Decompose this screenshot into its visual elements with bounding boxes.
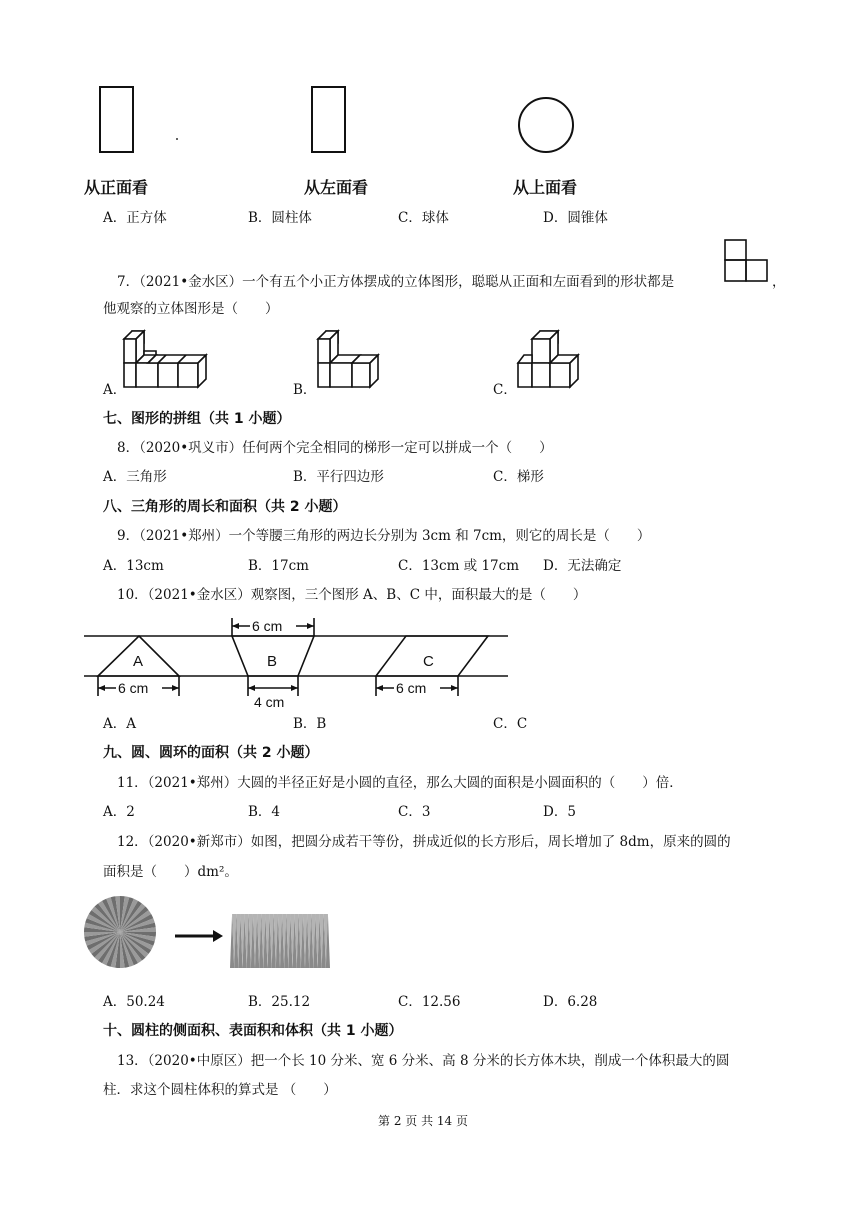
q6-option-d: D．圆锥体 <box>543 210 608 226</box>
dim-a-label: 6 cm <box>118 680 149 696</box>
q9-option-a: A．13cm <box>103 558 164 574</box>
q11-option-d: D．5 <box>543 804 576 820</box>
q12-option-b: B．25.12 <box>248 994 311 1010</box>
q12-text-line1: 12．（2020•新郑市）如图，把圆分成若干等份，拼成近似的长方形后，周长增加了 8dm，原来的圆的 <box>117 834 731 850</box>
q9-option-d: D．无法确定 <box>543 558 622 574</box>
q7-option-c: C． <box>493 382 517 398</box>
q7-text-line1-tail: ， <box>772 274 786 290</box>
q11-option-a: A．2 <box>103 804 135 820</box>
q12-rearranged-rectangle <box>228 912 332 970</box>
q8-option-c: C．梯形 <box>493 469 544 485</box>
q7-view-shape <box>723 238 771 284</box>
q10-option-c: C．C <box>493 716 528 732</box>
view-label-top: 从上面看 <box>513 178 578 197</box>
front-view-figure <box>98 85 138 157</box>
dim-c-label: 6 cm <box>396 680 427 696</box>
q6-option-a: A．正方体 <box>103 210 167 226</box>
view-label-left: 从左面看 <box>304 178 369 197</box>
q6-option-c: C．球体 <box>398 210 449 226</box>
stray-dot <box>175 137 179 141</box>
q7-figure-b <box>312 327 382 395</box>
q12-sector-circle <box>82 894 158 970</box>
dim-b-label: 4 cm <box>254 694 285 710</box>
q13-text-line2: 柱．求这个圆柱体积的算式是 （ ） <box>103 1082 337 1098</box>
q9-text: 9．（2021•郑州）一个等腰三角形的两边长分别为 3cm 和 7cm，则它的周长是（ ） <box>117 528 651 544</box>
q9-option-b: B．17cm <box>248 558 309 574</box>
q11-text: 11．（2021•郑州）大圆的半径正好是小圆的直径，那么大圆的面积是小圆面积的（ ）倍． <box>117 775 683 791</box>
dim-top-label: 6 cm <box>252 618 283 634</box>
q12-option-d: D．6.28 <box>543 994 598 1010</box>
page-footer: 第 2 页 共 14 页 <box>378 1114 468 1128</box>
q12-option-a: A．50.24 <box>103 994 165 1010</box>
q12-option-c: C．12.56 <box>398 994 461 1010</box>
q9-option-c: C．13cm 或 17cm <box>398 558 519 574</box>
view-label-front: 从正面看 <box>84 178 149 197</box>
q7-figure-c <box>512 327 582 395</box>
top-view-figure <box>517 95 577 157</box>
q8-option-b: B．平行四边形 <box>293 469 384 485</box>
q10-option-a: A．A <box>103 716 136 732</box>
q7-text-line2: 他观察的立体图形是（ ） <box>103 301 279 317</box>
q10-figure <box>84 614 514 714</box>
q11-option-b: B．4 <box>248 804 281 820</box>
left-view-figure <box>310 85 350 157</box>
q8-text: 8．（2020•巩义市）任何两个完全相同的梯形一定可以拼成一个（ ） <box>117 440 553 456</box>
q6-option-b: B．圆柱体 <box>248 210 312 226</box>
q7-text-line1: 7．（2021•金水区）一个有五个小正方体摆成的立体图形，聪聪从正面和左面看到的形状都是 <box>117 274 675 290</box>
q7-figure-a <box>118 327 208 395</box>
q10-option-b: B．B <box>293 716 327 732</box>
q7-option-a: A． <box>103 382 127 398</box>
shape-label-a: A <box>133 653 144 670</box>
section-8-heading: 八、三角形的周长和面积（共 2 小题） <box>103 499 347 515</box>
shape-label-b: B <box>267 653 278 670</box>
section-10-heading: 十、圆柱的侧面积、表面积和体积（共 1 小题） <box>103 1023 403 1039</box>
shape-label-c: C <box>423 653 434 670</box>
q10-text: 10．（2021•金水区）观察图，三个图形 A、B、C 中，面积最大的是（ ） <box>117 587 587 603</box>
arrow-right-icon <box>175 930 225 942</box>
q13-text-line1: 13．（2020•中原区）把一个长 10 分米、宽 6 分米、高 8 分米的长方体木块，削成一个体积最大的圆 <box>117 1053 730 1069</box>
q8-option-a: A．三角形 <box>103 469 167 485</box>
section-9-heading: 九、圆、圆环的面积（共 2 小题） <box>103 745 319 761</box>
section-7-heading: 七、图形的拼组（共 1 小题） <box>103 411 291 427</box>
q11-option-c: C．3 <box>398 804 431 820</box>
q12-text-line2: 面积是（ ）dm²。 <box>103 864 238 880</box>
q7-option-b: B． <box>293 382 317 398</box>
